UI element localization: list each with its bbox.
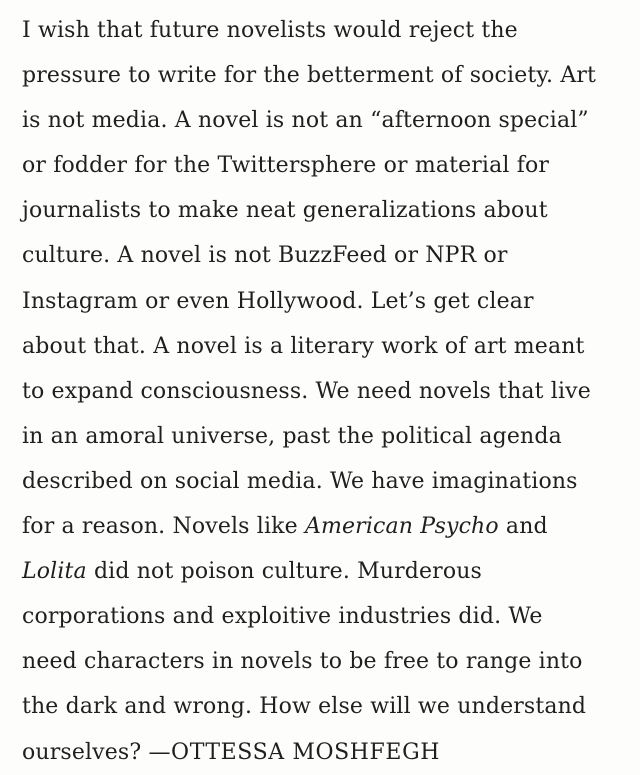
quote-line xyxy=(22,324,632,369)
quote-text-segment: is not media. A novel is not an “afternoon special” xyxy=(22,108,589,134)
quote-text-segment: described on social media. We have imaginations xyxy=(22,468,578,494)
quote-line xyxy=(22,8,632,53)
book-title: American Psycho xyxy=(304,514,499,540)
quote-line xyxy=(22,594,632,639)
quote-text-segment: need characters in novels to be free to range into xyxy=(22,649,583,675)
book-title: Lolita xyxy=(22,559,87,585)
quote-text-segment: culture. A novel is not BuzzFeed or NPR or xyxy=(22,243,508,269)
quote-text-segment: journalists to make neat generalizations about xyxy=(22,198,548,224)
quote-text-segment: in an amoral universe, past the political agenda xyxy=(22,423,562,449)
quote-line xyxy=(22,549,632,594)
quote-text-segment: for a reason. Novels like xyxy=(22,514,305,540)
quote-line xyxy=(22,279,632,324)
quote-line xyxy=(22,143,632,188)
quote-text-segment: the dark and wrong. How else will we understand xyxy=(22,694,587,720)
quote-text-segment: and xyxy=(498,514,548,540)
quote-line xyxy=(22,188,632,233)
quote-text-segment: I wish that future novelists would reject the xyxy=(22,18,518,43)
quote-line xyxy=(22,459,632,504)
quote-text-segment: about that. A novel is a literary work of art meant xyxy=(22,333,585,359)
quote-line xyxy=(22,684,632,729)
attribution: —OTTESSA MOSHFEGH xyxy=(148,739,441,765)
quote-line xyxy=(22,233,632,278)
quote-line xyxy=(22,53,632,98)
quote-line xyxy=(22,98,632,143)
quote-text-segment: pressure to write for the betterment of society. Art xyxy=(22,63,597,89)
quote-text-segment: Instagram or even Hollywood. Let’s get clear xyxy=(22,288,534,314)
quote-line xyxy=(22,414,632,459)
quote-line xyxy=(22,730,632,775)
quote-line xyxy=(22,369,632,414)
quote-text-segment: to expand consciousness. We need novels that live xyxy=(22,378,591,404)
quote-text-segment: corporations and exploitive industries did. We xyxy=(22,604,543,630)
quote-text xyxy=(22,8,632,775)
quote-text-segment: or fodder for the Twittersphere or material for xyxy=(22,153,550,179)
quote-line xyxy=(22,504,632,549)
quote-text-segment: did not poison culture. Murderous xyxy=(86,559,482,585)
quote-line xyxy=(22,639,632,684)
quote-text-segment: ourselves? xyxy=(22,739,149,765)
